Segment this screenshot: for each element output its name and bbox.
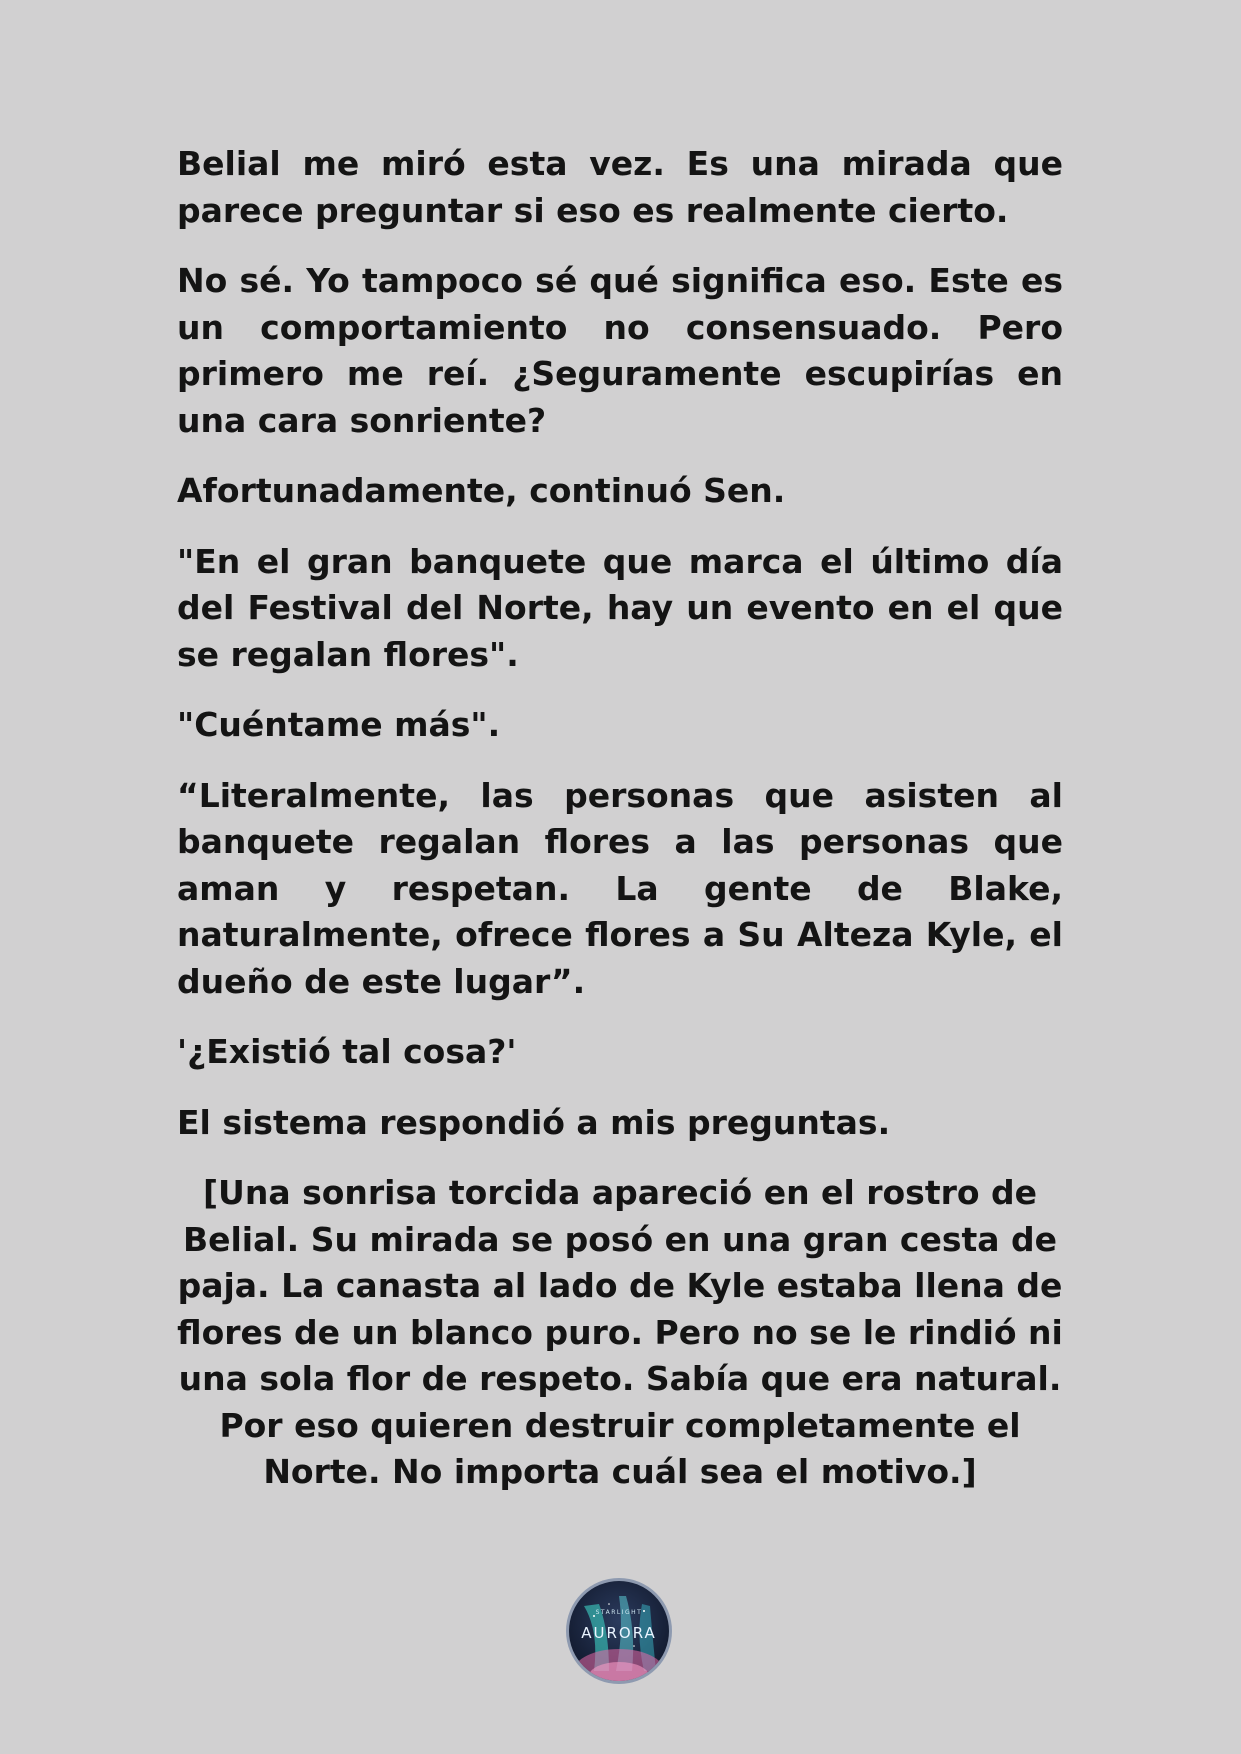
paragraph: No sé. Yo tampoco sé qué significa eso. Este es un comportamiento no consensuado. Pero primero me reí. ¿Seguramente escupirías en una cara sonriente? xyxy=(177,261,1063,440)
paragraph: “Literalmente, las personas que asisten al banquete regalan flores a las personas que aman y respetan. La gente de Blake, naturalmente, ofrece flores a Su Alteza Kyle, el dueño de este lugar”. xyxy=(177,775,1063,1001)
aurora-logo-icon xyxy=(564,1576,674,1686)
paragraph: '¿Existió tal cosa?' xyxy=(177,1032,517,1071)
paragraph: Afortunadamente, continuó Sen. xyxy=(177,471,786,510)
system-message: [Una sonrisa torcida apareció en el rostro de Belial. Su mirada se posó en una gran cesta de paja. La canasta al lado de Kyle estaba llena de flores de un blanco puro. Pero no se le rindió ni una sola flor de respeto. Sabía que era natural. Por eso quieren destruir completamente el Norte. No importa cuál sea el motivo.] xyxy=(177,1173,1063,1491)
paragraph: "Cuéntame más". xyxy=(177,705,501,744)
page-body xyxy=(177,141,1063,1520)
logo-subtitle: STARLIGHT xyxy=(595,1609,643,1616)
paragraph: Belial me miró esta vez. Es una mirada que parece preguntar si eso es realmente cierto. xyxy=(177,144,1063,230)
paragraph: El sistema respondió a mis preguntas. xyxy=(177,1102,891,1142)
logo-title: AURORA xyxy=(581,1624,657,1642)
paragraph: "En el gran banquete que marca el último día del Festival del Norte, hay un evento en el que se regalan flores". xyxy=(177,541,1063,674)
